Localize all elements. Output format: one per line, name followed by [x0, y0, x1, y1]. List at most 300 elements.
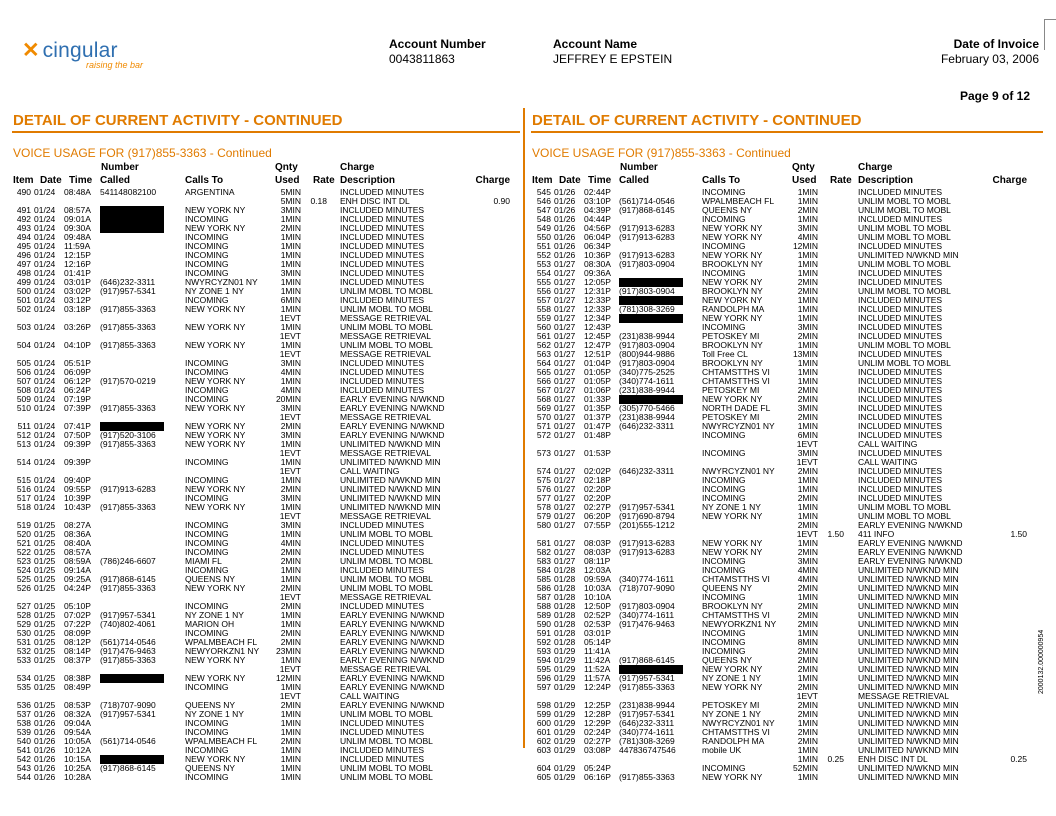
calls-to: NEW YORK NY	[185, 583, 246, 593]
call-time: 08:36A	[64, 529, 91, 539]
charge-description: INCLUDED MINUTES	[858, 466, 943, 476]
qnty-used: 1MIN	[797, 772, 818, 782]
col-charge-top: Charge	[340, 162, 375, 173]
charge-description: INCLUDED MINUTES	[340, 232, 425, 242]
call-time: 08:09P	[64, 628, 91, 638]
qnty-used: 1MIN	[280, 340, 301, 350]
call-date: 01/25	[34, 538, 56, 548]
item-number: 519	[16, 520, 31, 530]
charge-description: UNLIM MOBL TO MOBL	[340, 772, 433, 782]
qnty-used: 1MIN	[280, 457, 301, 467]
charge-description: INCLUDED MINUTES	[858, 412, 943, 422]
charge-description: INCLUDED MINUTES	[340, 754, 425, 764]
item-number: 536	[16, 700, 31, 710]
qnty-used: 1MIN	[280, 286, 301, 296]
call-time: 04:24P	[64, 583, 91, 593]
qnty-used: 1MIN	[797, 196, 818, 206]
charge-description: INCLUDED MINUTES	[858, 376, 943, 386]
call-date: 01/24	[34, 214, 56, 224]
charge-description: INCLUDED MINUTES	[858, 349, 943, 359]
calls-to: INCOMING	[702, 493, 746, 503]
calls-to: NEW YORK NY	[185, 304, 246, 314]
calls-to: WPALMBEACH FL	[185, 736, 258, 746]
qnty-used: 1MIN	[797, 250, 818, 260]
calls-to: QUEENS NY	[702, 583, 753, 593]
charge-description: EARLY EVENING N/WKND	[858, 520, 963, 530]
charge-description: UNLIMITED N/WKND MIN	[858, 628, 959, 638]
qnty-used: 2MIN	[797, 385, 818, 395]
charge-description: EARLY EVENING N/WKND	[340, 421, 445, 431]
charge-description: MESSAGE RETRIEVAL	[340, 664, 432, 674]
charge-description: INCLUDED MINUTES	[340, 565, 425, 575]
qnty-used: 5MIN	[280, 196, 301, 206]
corner-mark	[1044, 19, 1056, 50]
item-number: 562	[536, 340, 551, 350]
charge-description: UNLIMITED N/WKND MIN	[858, 772, 959, 782]
usage-row	[532, 746, 1032, 755]
calls-to: INCOMING	[185, 250, 229, 260]
charge-description: UNLIM MOBL TO MOBL	[340, 583, 433, 593]
calls-to: INCOMING	[185, 268, 229, 278]
qnty-used: 1MIN	[797, 340, 818, 350]
calls-to: NEW YORK NY	[702, 223, 763, 233]
qnty-used: 2MIN	[280, 547, 301, 557]
number-called: (917)855-3363	[100, 655, 156, 665]
calls-to: INCOMING	[185, 772, 229, 782]
call-time: 08:03P	[584, 538, 611, 548]
qnty-used: 1MIN	[280, 709, 301, 719]
call-time: 02:27P	[584, 736, 611, 746]
item-number: 531	[16, 637, 31, 647]
call-time: 11:52A	[584, 664, 611, 674]
call-date: 01/27	[554, 295, 576, 305]
qnty-used: 8MIN	[797, 637, 818, 647]
charge-description: INCLUDED MINUTES	[340, 259, 425, 269]
col-qnty-top: Qnty	[275, 162, 298, 173]
calls-to: BROOKLYN NY	[702, 358, 763, 368]
call-time: 09:14A	[64, 565, 91, 575]
charge-description: UNLIMITED N/WKND MIN	[340, 475, 441, 485]
call-time: 12:03A	[584, 565, 611, 575]
qnty-used: 1MIN	[797, 358, 818, 368]
call-time: 09:39P	[64, 457, 91, 467]
call-time: 08:57A	[64, 205, 91, 215]
item-number: 575	[536, 475, 551, 485]
item-number: 496	[16, 250, 31, 260]
call-time: 08:57A	[64, 547, 91, 557]
qnty-used: 1MIN	[797, 268, 818, 278]
calls-to: INCOMING	[185, 241, 229, 251]
charge-description: UNLIMITED N/WKND MIN	[858, 250, 959, 260]
call-date: 01/24	[34, 187, 56, 197]
cingular-logo	[22, 38, 144, 70]
call-date: 01/27	[554, 430, 576, 440]
cingular-x-icon: ✕	[22, 39, 40, 62]
calls-to: NY ZONE 1 NY	[702, 673, 761, 683]
qnty-used: 1MIN	[280, 619, 301, 629]
item-number: 574	[536, 466, 551, 476]
call-date: 01/27	[554, 421, 576, 431]
call-time: 12:05P	[584, 277, 611, 287]
qnty-used: 1MIN	[280, 610, 301, 620]
item-number: 584	[536, 565, 551, 575]
call-time: 02:53P	[584, 619, 611, 629]
item-number: 490	[16, 187, 31, 197]
call-date: 01/28	[554, 601, 576, 611]
charge-description: UNLIM MOBL TO MOBL	[340, 340, 433, 350]
call-date: 01/24	[34, 385, 56, 395]
call-time: 02:20P	[584, 493, 611, 503]
charge-description: UNLIMITED N/WKND MIN	[858, 583, 959, 593]
qnty-used: 5MIN	[280, 187, 301, 197]
call-time: 06:04P	[584, 232, 611, 242]
call-date: 01/27	[554, 322, 576, 332]
qnty-used: 1MIN	[280, 718, 301, 728]
charge-description: UNLIMITED N/WKND MIN	[858, 727, 959, 737]
call-date: 01/29	[554, 655, 576, 665]
qnty-used: 1MIN	[280, 232, 301, 242]
call-date: 01/25	[34, 520, 56, 530]
item-number: 497	[16, 259, 31, 269]
charge-description: UNLIMITED N/WKND MIN	[340, 484, 441, 494]
qnty-used: 2MIN	[797, 700, 818, 710]
call-date: 01/27	[554, 475, 576, 485]
calls-to: NEW YORK NY	[185, 421, 246, 431]
item-number: 526	[16, 583, 31, 593]
section-rule-left	[12, 131, 520, 133]
calls-to: INCOMING	[185, 538, 229, 548]
calls-to: NEW YORK NY	[185, 502, 246, 512]
call-time: 08:37P	[64, 655, 91, 665]
call-time: 09:48A	[64, 232, 91, 242]
qnty-used: 20MIN	[275, 394, 301, 404]
qnty-used: 1MIN	[797, 421, 818, 431]
charge-description: INCLUDED MINUTES	[340, 367, 425, 377]
call-time: 01:33P	[584, 394, 611, 404]
item-number: 582	[536, 547, 551, 557]
calls-to: INCOMING	[702, 628, 746, 638]
charge-description: UNLIMITED N/WKND MIN	[858, 745, 959, 755]
qnty-used: 1MIN	[280, 727, 301, 737]
qnty-used: 2MIN	[797, 709, 818, 719]
call-date: 01/27	[554, 412, 576, 422]
calls-to: INCOMING	[702, 214, 746, 224]
qnty-used: 2MIN	[280, 484, 301, 494]
call-date: 01/26	[34, 709, 56, 719]
call-time: 12:24P	[584, 682, 611, 692]
item-number: 559	[536, 313, 551, 323]
charge-amount: 0.25	[1010, 754, 1027, 764]
charge-description: CALL WAITING	[340, 466, 400, 476]
call-time: 09:36A	[584, 268, 611, 278]
item-number: 512	[16, 430, 31, 440]
charge-description: UNLIM MOBL TO MOBL	[858, 196, 951, 206]
item-number: 578	[536, 502, 551, 512]
qnty-used: 1EVT	[796, 691, 818, 701]
call-time: 12:43P	[584, 322, 611, 332]
call-date: 01/24	[34, 259, 56, 269]
qnty-used: 1MIN	[280, 241, 301, 251]
call-date: 01/28	[554, 637, 576, 647]
item-number: 542	[16, 754, 31, 764]
item-number: 546	[536, 196, 551, 206]
number-called: (917)570-0219	[100, 376, 156, 386]
call-time: 05:51P	[64, 358, 91, 368]
calls-to: INCOMING	[185, 745, 229, 755]
section-title-left: DETAIL OF CURRENT ACTIVITY - CONTINUED	[13, 112, 343, 129]
qnty-used: 2MIN	[797, 205, 818, 215]
qnty-used: 1MIN	[797, 367, 818, 377]
calls-to: NEW YORK NY	[185, 439, 246, 449]
call-date: 01/29	[554, 736, 576, 746]
calls-to: BROOKLYN NY	[702, 340, 763, 350]
charge-description: INCLUDED MINUTES	[340, 601, 425, 611]
call-date: 01/29	[554, 709, 576, 719]
charge-description: UNLIMITED N/WKND MIN	[858, 646, 959, 656]
qnty-used: 2MIN	[280, 583, 301, 593]
usage-row	[13, 404, 518, 413]
usage-row	[13, 323, 518, 332]
call-time: 01:05P	[584, 376, 611, 386]
calls-to: INCOMING	[185, 601, 229, 611]
call-time: 10:39P	[64, 493, 91, 503]
call-time: 10:10A	[584, 592, 611, 602]
item-number: 517	[16, 493, 31, 503]
number-called: (781)308-3269	[619, 736, 675, 746]
charge-description: MESSAGE RETRIEVAL	[340, 313, 432, 323]
call-time: 09:59A	[584, 574, 611, 584]
usage-row	[13, 188, 518, 197]
item-number: 581	[536, 538, 551, 548]
calls-to: QUEENS NY	[702, 205, 753, 215]
call-time: 07:41P	[64, 421, 91, 431]
call-time: 11:57A	[584, 673, 611, 683]
qnty-used: 4MIN	[797, 565, 818, 575]
number-called: (917)913-6283	[619, 232, 675, 242]
item-number: 569	[536, 403, 551, 413]
charge-description: CALL WAITING	[858, 457, 918, 467]
number-called: (917)690-8794	[619, 511, 675, 521]
item-number: 579	[536, 511, 551, 521]
calls-to: NEW YORK NY	[702, 547, 763, 557]
redaction-block	[100, 224, 164, 233]
call-time: 12:29P	[584, 718, 611, 728]
usage-row	[532, 431, 1032, 440]
call-date: 01/28	[554, 574, 576, 584]
item-number: 589	[536, 610, 551, 620]
item-number: 533	[16, 655, 31, 665]
charge-description: INCLUDED MINUTES	[340, 358, 425, 368]
call-date: 01/27	[554, 448, 576, 458]
calls-to: mobile UK	[702, 745, 742, 755]
usage-row	[532, 773, 1032, 782]
col-description: Description	[340, 175, 396, 186]
calls-to: NEW YORK NY	[185, 205, 246, 215]
number-called: (917)476-9463	[100, 646, 156, 656]
item-number: 522	[16, 547, 31, 557]
calls-to: INCOMING	[185, 547, 229, 557]
call-date: 01/26	[34, 772, 56, 782]
call-time: 02:24P	[584, 727, 611, 737]
item-number: 561	[536, 331, 551, 341]
qnty-used: 1EVT	[279, 412, 301, 422]
call-date: 01/24	[34, 493, 56, 503]
qnty-used: 3MIN	[280, 430, 301, 440]
calls-to: NEW YORK NY	[702, 682, 763, 692]
charge-description: INCLUDED MINUTES	[340, 385, 425, 395]
item-number: 603	[536, 745, 551, 755]
number-called: (917)913-6283	[619, 547, 675, 557]
item-number: 499	[16, 277, 31, 287]
charge-description: UNLIM MOBL TO MOBL	[858, 259, 951, 269]
calls-to: INCOMING	[702, 763, 746, 773]
qnty-used: 2MIN	[797, 412, 818, 422]
call-time: 09:39P	[64, 439, 91, 449]
call-date: 01/29	[554, 700, 576, 710]
qnty-used: 3MIN	[797, 403, 818, 413]
charge-description: UNLIMITED N/WKND MIN	[858, 574, 959, 584]
number-called: 447836747546	[619, 745, 676, 755]
charge-description: INCLUDED MINUTES	[858, 295, 943, 305]
call-date: 01/27	[554, 538, 576, 548]
qnty-used: 2MIN	[797, 583, 818, 593]
charge-description: INCLUDED MINUTES	[858, 430, 943, 440]
qnty-used: 2MIN	[280, 601, 301, 611]
qnty-used: 1EVT	[279, 331, 301, 341]
charge-description: UNLIM MOBL TO MOBL	[340, 556, 433, 566]
call-date: 01/26	[34, 736, 56, 746]
charge-description: UNLIMITED N/WKND MIN	[858, 619, 959, 629]
call-date: 01/25	[34, 529, 56, 539]
calls-to: INCOMING	[185, 475, 229, 485]
call-time: 07:55P	[584, 520, 611, 530]
qnty-used: 2MIN	[797, 277, 818, 287]
calls-to: NEW YORK NY	[185, 340, 246, 350]
calls-to: INCOMING	[702, 448, 746, 458]
call-time: 05:10P	[64, 601, 91, 611]
call-time: 08:32A	[64, 709, 91, 719]
call-time: 01:04P	[584, 358, 611, 368]
calls-to: PETOSKEY MI	[702, 331, 760, 341]
charge-description: ENH DISC INT DL	[340, 196, 410, 206]
item-number: 563	[536, 349, 551, 359]
redaction-block	[100, 674, 164, 683]
charge-description: MESSAGE RETRIEVAL	[858, 691, 950, 701]
qnty-used: 52MIN	[792, 763, 818, 773]
col-rate: Rate	[313, 175, 335, 186]
item-number: 515	[16, 475, 31, 485]
item-number: 553	[536, 259, 551, 269]
item-number: 595	[536, 664, 551, 674]
qnty-used: 2MIN	[797, 286, 818, 296]
charge-description: INCLUDED MINUTES	[858, 394, 943, 404]
page-number: Page 9 of 12	[960, 89, 1031, 103]
column-divider	[523, 108, 525, 748]
item-number: 530	[16, 628, 31, 638]
qnty-used: 1EVT	[796, 439, 818, 449]
charge-description: INCLUDED MINUTES	[858, 277, 943, 287]
call-date: 01/24	[34, 430, 56, 440]
number-called: (917)855-3363	[100, 340, 156, 350]
call-date: 01/27	[554, 367, 576, 377]
call-time: 10:15A	[64, 754, 91, 764]
number-called: (917)957-5341	[100, 286, 156, 296]
call-time: 12:51P	[584, 349, 611, 359]
item-number: 537	[16, 709, 31, 719]
item-number: 513	[16, 439, 31, 449]
call-time: 07:22P	[64, 619, 91, 629]
item-number: 508	[16, 385, 31, 395]
number-called: (340)774-1611	[619, 376, 675, 386]
charge-description: EARLY EVENING N/WKND	[340, 637, 445, 647]
number-called: (917)855-3363	[100, 439, 156, 449]
number-called: (917)957-5341	[100, 610, 156, 620]
qnty-used: 1MIN	[280, 277, 301, 287]
qnty-used: 2MIN	[797, 466, 818, 476]
qnty-used: 3MIN	[797, 448, 818, 458]
redaction-block	[619, 314, 683, 323]
item-number: 544	[16, 772, 31, 782]
item-number: 539	[16, 727, 31, 737]
call-time: 12:47P	[584, 340, 611, 350]
charge-description: UNLIMITED N/WKND MIN	[858, 673, 959, 683]
charge-description: EARLY EVENING N/WKND	[858, 538, 963, 548]
calls-to: INCOMING	[185, 628, 229, 638]
qnty-used: 2MIN	[797, 619, 818, 629]
calls-to: CHTAMSTTHS VI	[702, 367, 770, 377]
number-called: (917)476-9463	[619, 619, 675, 629]
charge-amount: 1.50	[1010, 529, 1027, 539]
call-date: 01/27	[554, 484, 576, 494]
calls-to: NY ZONE 1 NY	[185, 610, 244, 620]
call-time: 10:05A	[64, 736, 91, 746]
number-called: (740)802-4061	[100, 619, 156, 629]
calls-to: INCOMING	[185, 358, 229, 368]
number-called: (917)868-6145	[619, 205, 675, 215]
usage-row	[532, 449, 1032, 458]
col-date: Date	[40, 175, 62, 186]
call-date: 01/27	[554, 511, 576, 521]
call-date: 01/26	[554, 196, 576, 206]
number-called: (718)707-9090	[619, 583, 675, 593]
item-number: 593	[536, 646, 551, 656]
call-date: 01/27	[554, 268, 576, 278]
charge-description: INCLUDED MINUTES	[858, 241, 943, 251]
item-number: 555	[536, 277, 551, 287]
charge-description: INCLUDED MINUTES	[340, 538, 425, 548]
charge-description: INCLUDED MINUTES	[340, 214, 425, 224]
calls-to: Toll Free CL	[702, 349, 748, 359]
calls-to: NWYRCYZN01 NY	[185, 277, 258, 287]
calls-to: NEW YORK NY	[185, 223, 246, 233]
call-time: 06:12P	[64, 376, 91, 386]
calls-to: NEW YORK NY	[185, 655, 246, 665]
qnty-used: 6MIN	[797, 430, 818, 440]
redaction-block	[100, 215, 164, 224]
charge-description: CALL WAITING	[858, 439, 918, 449]
calls-to: CHTAMSTTHS VI	[702, 610, 770, 620]
item-number: 556	[536, 286, 551, 296]
calls-to: NWYRCYZN01 NY	[702, 718, 775, 728]
number-called: (917)855-3363	[100, 322, 156, 332]
call-date: 01/28	[554, 628, 576, 638]
col-calls-to: Calls To	[185, 175, 224, 186]
charge-description: EARLY EVENING N/WKND	[340, 619, 445, 629]
calls-to: BROOKLYN NY	[702, 259, 763, 269]
call-time: 10:03A	[584, 583, 611, 593]
calls-to: NORTH DADE FL	[702, 403, 771, 413]
item-number: 510	[16, 403, 31, 413]
